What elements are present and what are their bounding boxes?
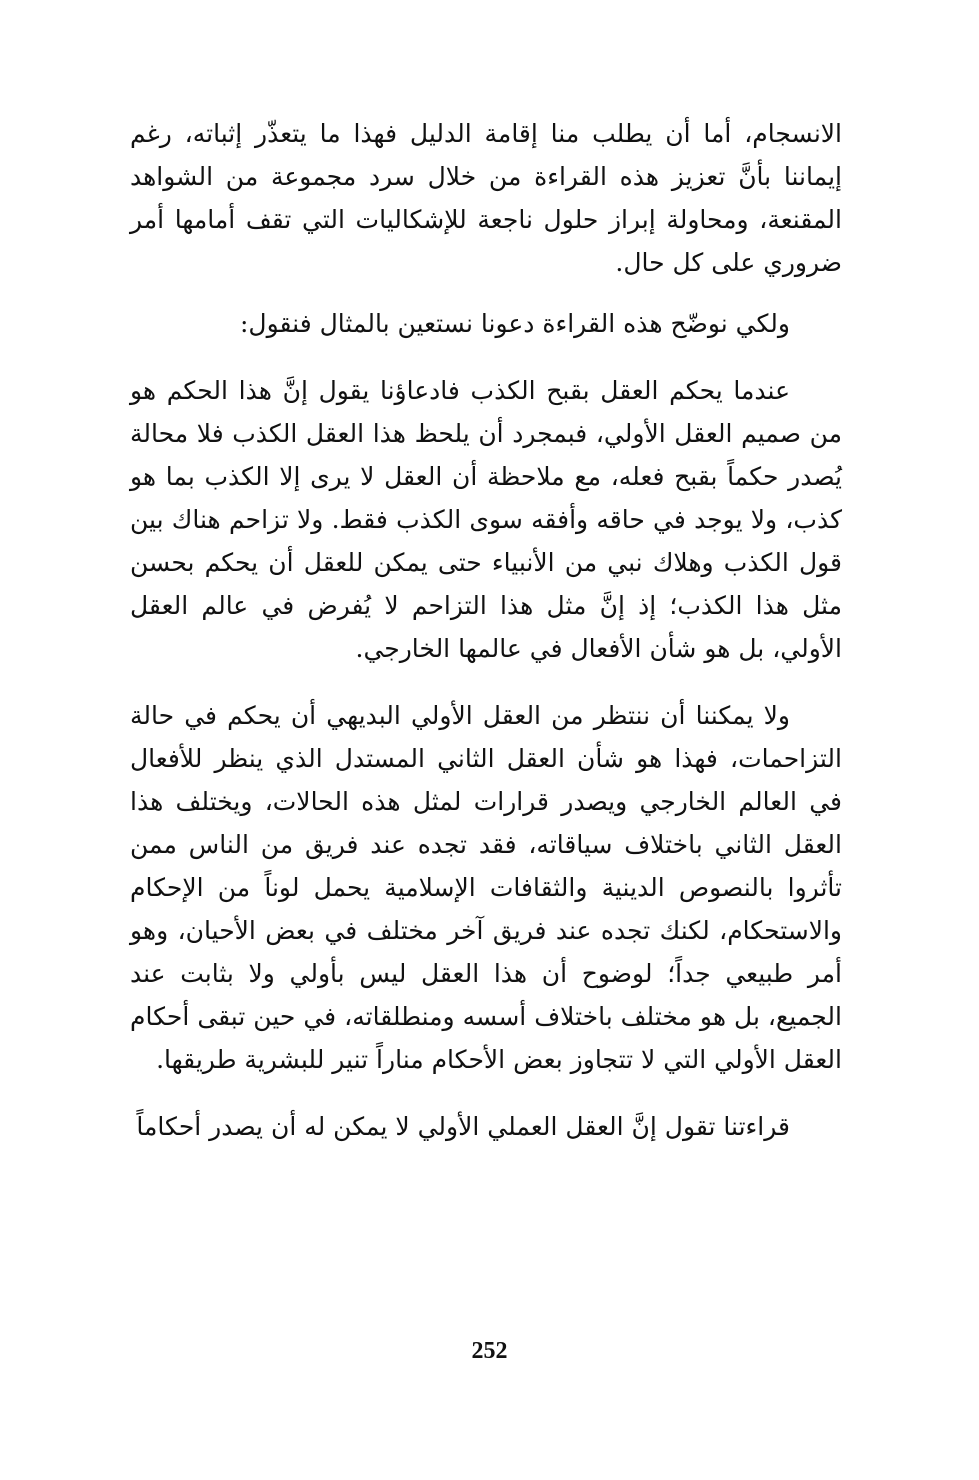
paragraph-3: عندما يحكم العقل بقبح الكذب فادعاؤنا يقول إنَّ هذا الحكم هو من صميم العقل الأولي، فبمجرد أن يلحظ هذا العقل الكذب فلا محالة يُصدر حكماً بقبح فعله، مع ملاحظة أن العقل لا يرى إلا الكذب بما هو كذب، ولا يوجد في حاقه وأفقه سوى الكذب فقط. ولا تزاحم هناك بين قول الكذب وهلاك نبي من الأنبياء حتى يمكن للعقل أن يحكم بحسن مثل هذا الكذب؛ إذ إنَّ مثل هذا التزاحم لا يُفرض في عالم العقل الأولي، بل هو شأن الأفعال في عالمها الخارجي.	[130, 376, 842, 663]
paragraph-5: قراءتنا تقول إنَّ العقل العملي الأولي لا يمكن له أن يصدر أحكاماً	[136, 1112, 790, 1141]
page-body	[130, 112, 842, 1172]
paragraph-2: ولكي نوضّح هذه القراءة دعونا نستعين بالمثال فنقول:	[240, 309, 790, 338]
paragraph-1: الانسجام، أما أن يطلب منا إقامة الدليل فهذا ما يتعذّر إثباته، رغم إيماننا بأنَّ تعزيز هذه القراءة من خلال سرد مجموعة من الشواهد المقنعة، ومحاولة إبراز حلول ناجعة للإشكاليات التي تقف أمامها أمر ضروري على كل حال.	[130, 119, 842, 277]
paragraph-4: ولا يمكننا أن ننتظر من العقل الأولي البديهي أن يحكم في حالة التزاحمات، فهذا هو شأن العقل الثاني المستدل الذي ينظر للأفعال في العالم الخارجي ويصدر قرارات لمثل هذه الحالات، ويختلف هذا العقل الثاني باختلاف سياقاته، فقد تجده عند فريق من الناس ممن تأثروا بالنصوص الدينية والثقافات الإسلامية يحمل لوناً من الإحكام والاستحكام، لكنك تجده عند فريق آخر مختلف في بعض الأحيان، وهو أمر طبيعي جداً؛ لوضوح أن هذا العقل ليس بأولي ولا بثابت عند الجميع، بل هو مختلف باختلاف أسسه ومنطلقاته، في حين تبقى أحكام العقل الأولي التي لا تتجاوز بعض الأحكام مناراً تنير للبشرية طريقها.	[130, 701, 842, 1074]
page-number: 252	[471, 1338, 508, 1364]
